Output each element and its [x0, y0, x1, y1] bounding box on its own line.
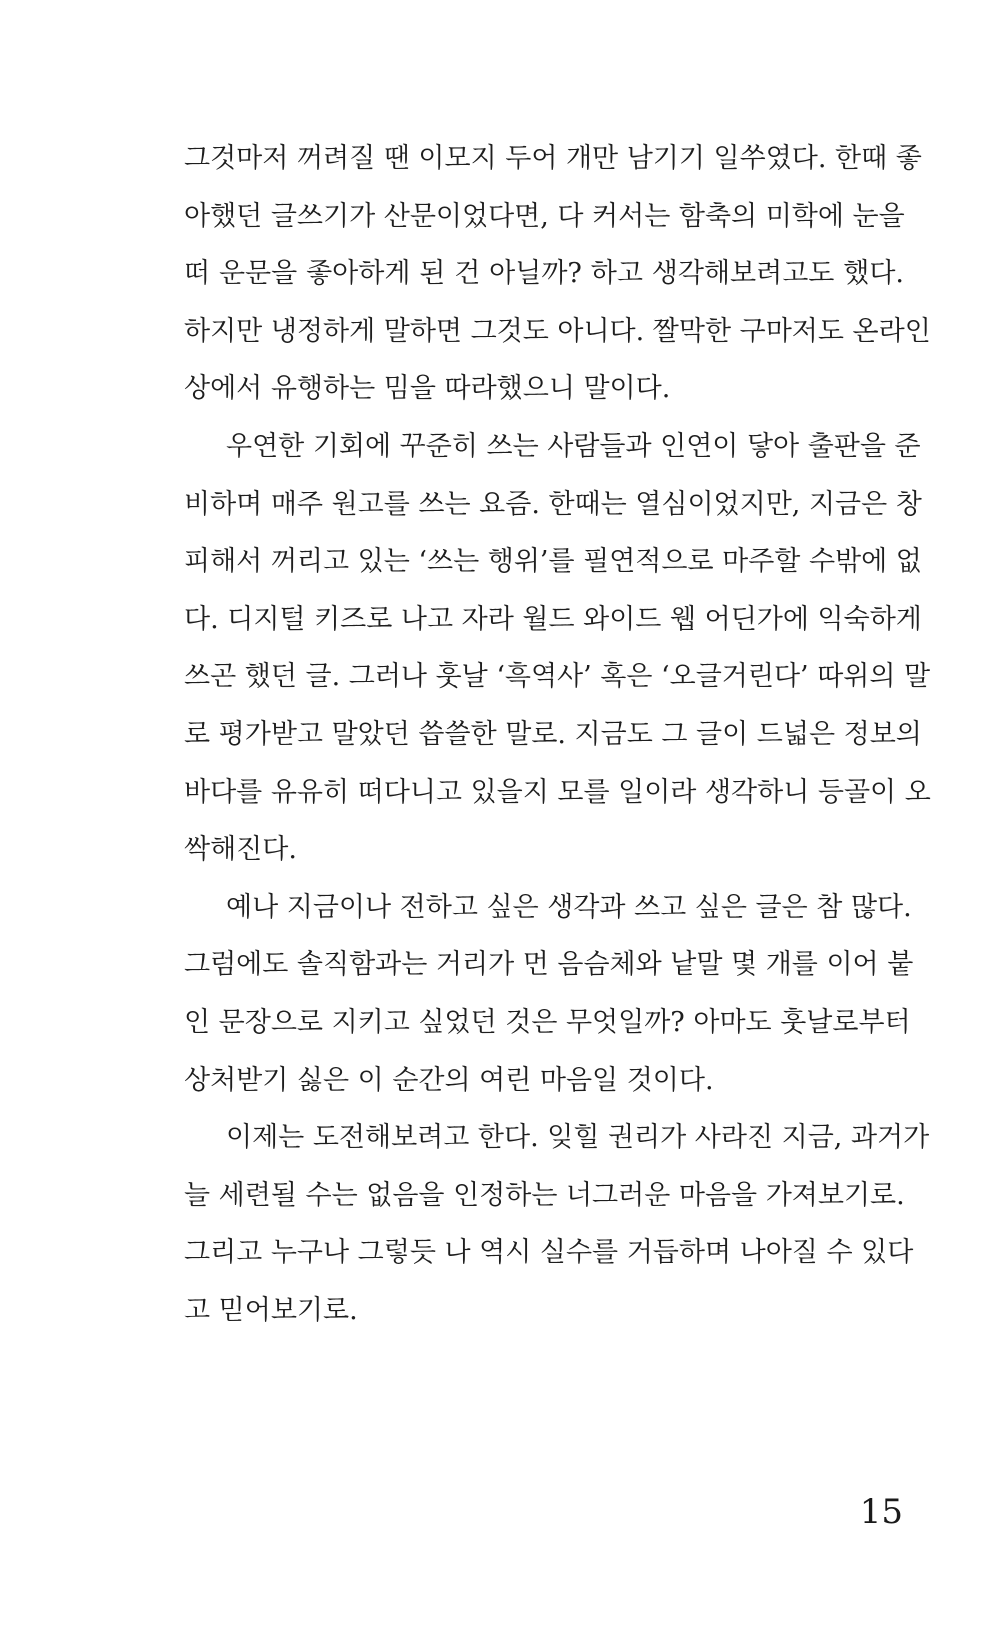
paragraph — [184, 1109, 930, 1339]
text-line: 우연한 기회에 꾸준히 쓰는 사람들과 인연이 닿아 출판을 준 — [226, 430, 921, 462]
text-line: 상처받기 싫은 이 순간의 여린 마음일 것이다. — [184, 1064, 714, 1096]
text-line: 그것마저 꺼려질 땐 이모지 두어 개만 남기기 일쑤였다. 한때 좋 — [184, 143, 922, 174]
text-line: 싹해진다. — [184, 834, 297, 866]
page-number: 15 — [859, 1492, 903, 1532]
text-line: 상에서 유행하는 밈을 따라했으니 말이다. — [184, 373, 671, 405]
text-line: 하지만 냉정하게 말하면 그것도 아니다. 짤막한 구마저도 온라인 — [184, 315, 931, 347]
paragraph — [184, 418, 931, 879]
text-line: 바다를 유유히 떠다니고 있을지 모를 일이라 생각하니 등골이 오 — [184, 776, 931, 808]
text-line: 이제는 도전해보려고 한다. 잊힐 권리가 사라진 지금, 과거가 — [226, 1122, 930, 1154]
text-line: 고 믿어보기로. — [184, 1294, 358, 1326]
text-line: 떠 운문을 좋아하게 된 건 아닐까? 하고 생각해보려고도 했다. — [184, 258, 904, 290]
text-line: 쓰곤 했던 글. 그러나 훗날 ‘흑역사’ 혹은 ‘오글거린다’ 따위의 말 — [184, 661, 931, 693]
text-line: 늘 세련될 수는 없음을 인정하는 너그러운 마음을 가져보기로. — [184, 1179, 905, 1211]
text-line: 그럼에도 솔직함과는 거리가 먼 음슴체와 낱말 몇 개를 이어 붙 — [184, 949, 914, 981]
paragraph — [184, 879, 914, 1109]
text-line: 로 평가받고 말았던 씁쓸한 말로. 지금도 그 글이 드넓은 정보의 — [184, 718, 922, 750]
body-text — [184, 130, 931, 1339]
paragraph — [184, 130, 931, 418]
text-line: 피해서 꺼리고 있는 ‘쓰는 행위’를 필연적으로 마주할 수밖에 없 — [184, 546, 922, 578]
text-line: 아했던 글쓰기가 산문이었다면, 다 커서는 함축의 미학에 눈을 — [184, 200, 905, 232]
text-line: 인 문장으로 지키고 싶었던 것은 무엇일까? 아마도 훗날로부터 — [184, 1006, 911, 1038]
text-line: 비하며 매주 원고를 쓰는 요즘. 한때는 열심이었지만, 지금은 창 — [184, 488, 922, 520]
text-line: 예나 지금이나 전하고 싶은 생각과 쓰고 싶은 글은 참 많다. — [226, 891, 912, 923]
text-line: 그리고 누구나 그렇듯 나 역시 실수를 거듭하며 나아질 수 있다 — [184, 1237, 914, 1269]
text-line: 다. 디지털 키즈로 나고 자라 월드 와이드 웹 어딘가에 익숙하게 — [184, 603, 922, 635]
